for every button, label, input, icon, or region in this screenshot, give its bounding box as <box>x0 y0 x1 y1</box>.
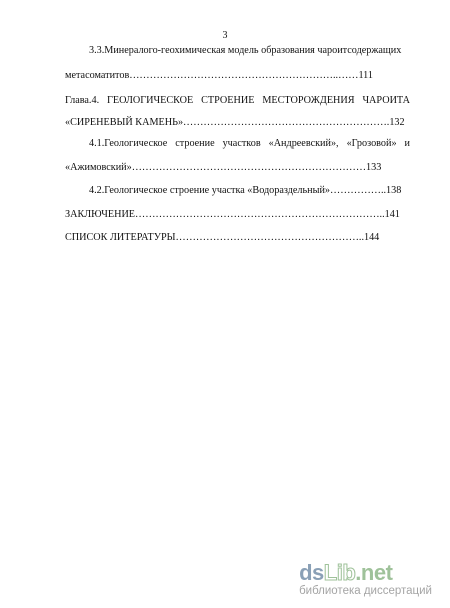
toc-entry-4-1-line-1 <box>89 138 410 150</box>
toc-word: МЕСТОРОЖДЕНИЯ <box>262 95 355 106</box>
watermark-logo <box>299 562 432 584</box>
toc-word: СТРОЕНИЕ <box>201 95 255 106</box>
toc-references: СПИСОК ЛИТЕРАТУРЫ………………………………………………..144 <box>65 232 380 243</box>
toc-word: Глава.4. <box>65 95 100 106</box>
toc-entry-4-1-line-2: «Ажимовский»……………………………………………………………133 <box>65 162 382 173</box>
toc-word: ЧАРОИТА <box>362 95 410 106</box>
toc-chapter-4-line-2: «СИРЕНЕВЫЙ КАМЕНЬ»…………………………………………………….132 <box>65 117 405 128</box>
logo-ds: ds <box>299 560 324 585</box>
toc-word: строение <box>175 138 215 149</box>
toc-entry-3-3-line-1: 3.3.Минералого-геохимическая модель образования чароитсодержащих <box>89 45 402 56</box>
watermark <box>299 562 432 598</box>
page-number: 3 <box>222 30 228 41</box>
watermark-subtitle: библиотека диссертаций <box>299 585 432 597</box>
logo-net: net <box>360 560 393 585</box>
toc-word: 4.1.Геологическое <box>89 138 168 149</box>
toc-word: и <box>404 138 410 149</box>
toc-word: «Грозовой» <box>346 138 397 149</box>
toc-entry-3-3-line-2: метасоматитов……………………………………………………..……111 <box>65 70 373 81</box>
toc-word: ГЕОЛОГИЧЕСКОЕ <box>107 95 194 106</box>
toc-conclusion: ЗАКЛЮЧЕНИЕ………………………………………………………………..141 <box>65 209 400 220</box>
toc-chapter-4-line-1 <box>65 95 410 107</box>
toc-word: «Андреевский», <box>268 138 339 149</box>
toc-word: участков <box>222 138 261 149</box>
toc-entry-4-2: 4.2.Геологическое строение участка «Водораздельный»……………..138 <box>89 185 402 196</box>
logo-dot: . <box>355 560 361 585</box>
logo-lib: Lib <box>323 560 356 585</box>
